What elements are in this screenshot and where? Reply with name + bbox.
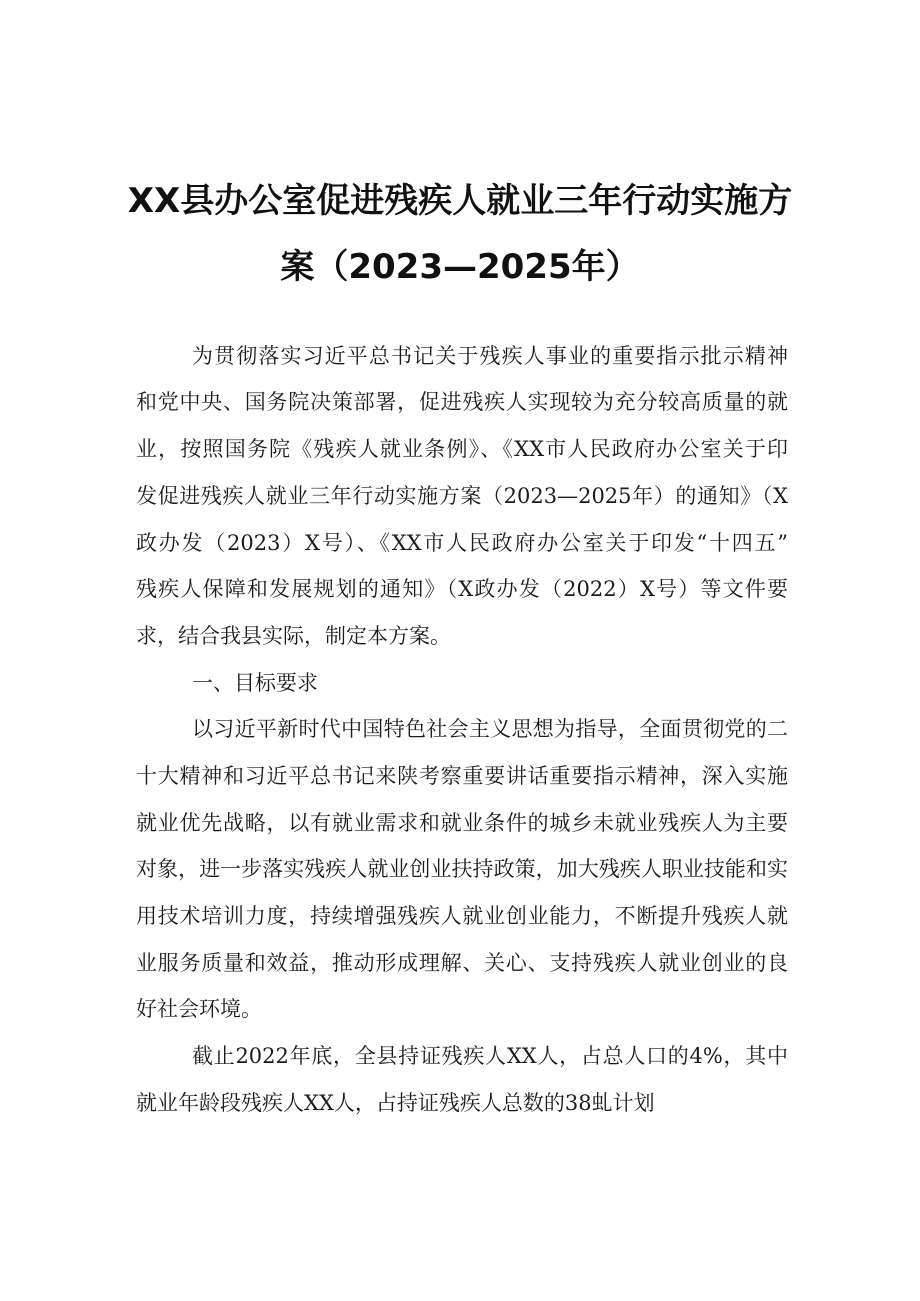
paragraph-2-line-6: 业服务质量和效益，推动形成理解、关心、支持残疾人就业创业的良 <box>136 951 788 975</box>
paragraph-2-line-7: 好社会环境。 <box>136 997 262 1021</box>
paragraph-2-line-1: 以习近平新时代中国特色社会主义思想为指导，全面贯彻党的二 <box>192 717 788 741</box>
paragraph-2-line-5: 用技术培训力度，持续增强残疾人就业创业能力，不断提升残疾人就 <box>136 904 788 928</box>
paragraph-1-line-3: 业，按照国务院《残疾人就业条例》、《XX市人民政府办公室关于印 <box>136 437 788 461</box>
paragraph-1-line-7: 求，结合我县实际，制定本方案。 <box>136 624 451 648</box>
paragraph-1-line-2: 和党中央、国务院决策部署，促进残疾人实现较为充分较高质量的就 <box>136 390 788 414</box>
paragraph-2-line-2: 十大精神和习近平总书记来陕考察重要讲话重要指示精神，深入实施 <box>136 764 788 788</box>
document-title-line-2: 案（2023—2025年） <box>280 247 640 287</box>
section-heading-goals: 一、目标要求 <box>192 671 318 695</box>
paragraph-1-line-5: 政办发（2023）X号）、《XX市人民政府办公室关于印发“十四五” <box>136 531 788 555</box>
paragraph-1-line-1: 为贯彻落实习近平总书记关于残疾人事业的重要指示批示精神 <box>192 344 788 368</box>
document-title-line-1: XX县办公室促进残疾人就业三年行动实施方 <box>127 181 793 221</box>
paragraph-1-line-6: 残疾人保障和发展规划的通知》（X政办发（2022）X号）等文件要 <box>136 577 788 601</box>
paragraph-2-line-3: 就业优先战略，以有就业需求和就业条件的城乡未就业残疾人为主要 <box>136 811 788 835</box>
paragraph-3-line-1: 截止2022年底，全县持证残疾人XX人，占总人口的4%，其中 <box>192 1044 788 1068</box>
paragraph-3-line-2: 就业年龄段残疾人XX人，占持证残疾人总数的38虬计划 <box>136 1091 655 1115</box>
paragraph-1-line-4: 发促进残疾人就业三年行动实施方案（2023—2025年）的通知》（X <box>136 484 788 508</box>
paragraph-2-line-4: 对象，进一步落实残疾人就业创业扶持政策，加大残疾人职业技能和实 <box>136 857 788 881</box>
